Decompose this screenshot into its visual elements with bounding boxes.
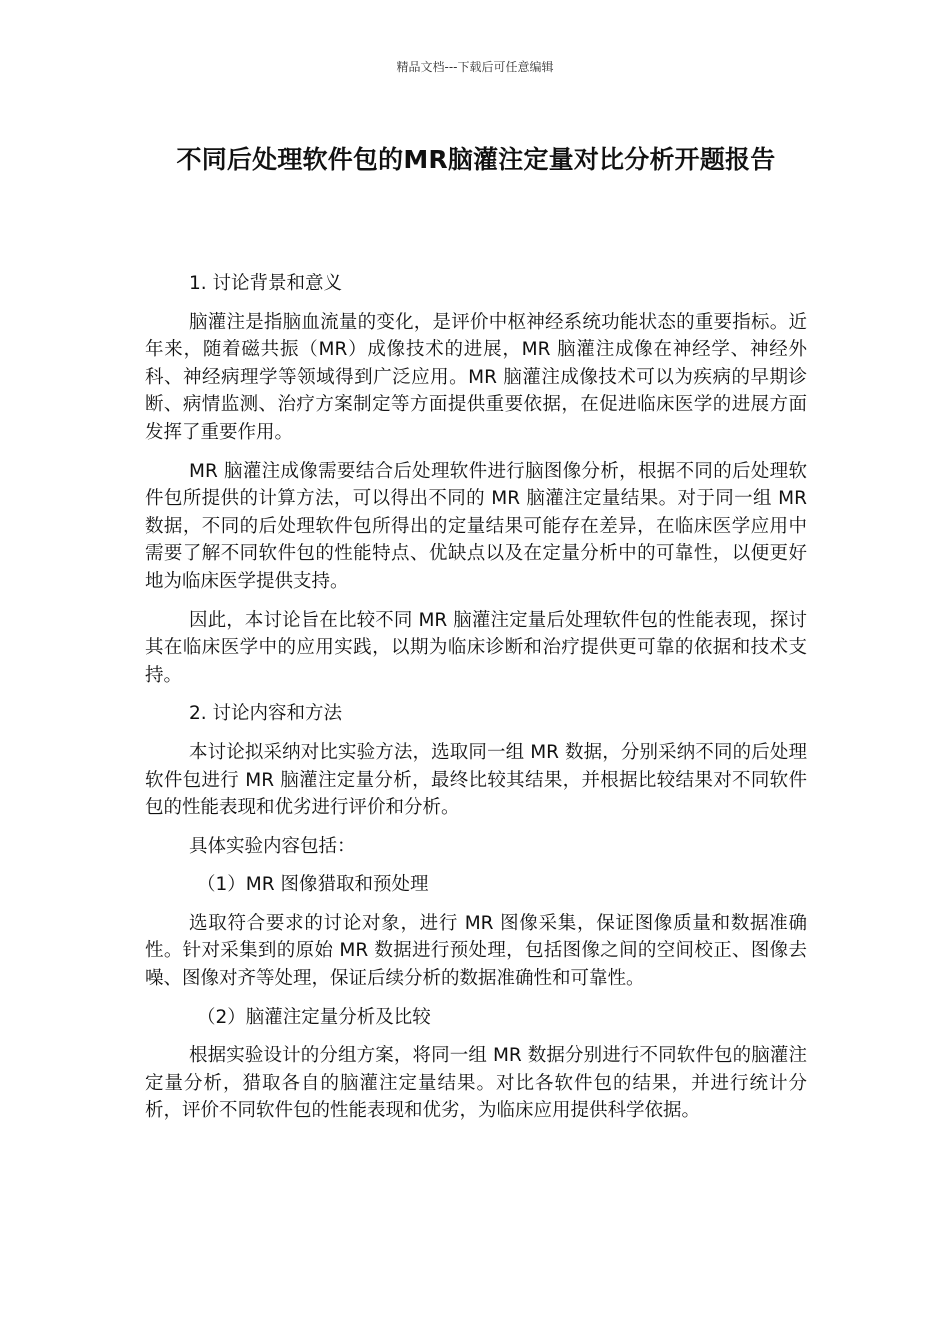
section-1-heading: 1. 讨论背景和意义 [189, 273, 343, 294]
document-body [145, 270, 807, 1136]
subsection-heading: （2）脑灌注定量分析及比较 [197, 1006, 431, 1028]
paragraph: 因此，本讨论旨在比较不同 MR 脑灌注定量后处理软件包的性能表现，探讨其在临床医学中的应用实践，以期为临床诊断和治疗提供更可靠的依据和技术支持。 [145, 609, 807, 686]
subsection-heading: （1）MR 图像猎取和预处理 [197, 874, 429, 896]
paragraph: 具体实验内容包括： [189, 835, 356, 857]
paragraph: 脑灌注是指脑血流量的变化，是评价中枢神经系统功能状态的重要指标。近年来，随着磁共振（MR）成像技术的进展，MR 脑灌注成像在神经学、神经外科、神经病理学等领域得到广泛应用。MR 脑灌注成像技术可以为疾病的早期诊断、病情监测、治疗方案制定等方面提供重要依据，在促进临床医学的进展方面发挥了重要作用。 [145, 311, 807, 443]
paragraph: 根据实验设计的分组方案，将同一组 MR 数据分别进行不同软件包的脑灌注定量分析，猎取各自的脑灌注定量结果。对比各软件包的结果，并进行统计分析，评价不同软件包的性能表现和优劣，为临床应用提供科学依据。 [145, 1045, 807, 1122]
section-2-heading: 2. 讨论内容和方法 [189, 703, 343, 725]
paragraph: 选取符合要求的讨论对象，进行 MR 图像采集，保证图像质量和数据准确性。针对采集到的原始 MR 数据进行预处理，包括图像之间的空间校正、图像去噪、图像对齐等处理，保证后续分析的数据准确性和可靠性。 [145, 912, 807, 990]
document-title: 不同后处理软件包的MR脑灌注定量对比分析开题报告 [176, 145, 776, 174]
header-note: 精品文档---下载后可任意编辑 [396, 60, 554, 74]
paragraph: 本讨论拟采纳对比实验方法，选取同一组 MR 数据，分别采纳不同的后处理软件包进行 MR 脑灌注定量分析，最终比较其结果，并根据比较结果对不同软件包的性能表现和优劣进行评价和分析。 [145, 741, 807, 819]
paragraph: MR 脑灌注成像需要结合后处理软件进行脑图像分析，根据不同的后处理软件包所提供的计算方法，可以得出不同的 MR 脑灌注定量结果。对于同一组 MR 数据，不同的后处理软件包所得出的定量结果可能存在差异，在临床医学应用中需要了解不同软件包的性能特点、优缺点以及在定量分析中的可靠性，以便更好地为临床医学提供支持。 [145, 460, 807, 592]
